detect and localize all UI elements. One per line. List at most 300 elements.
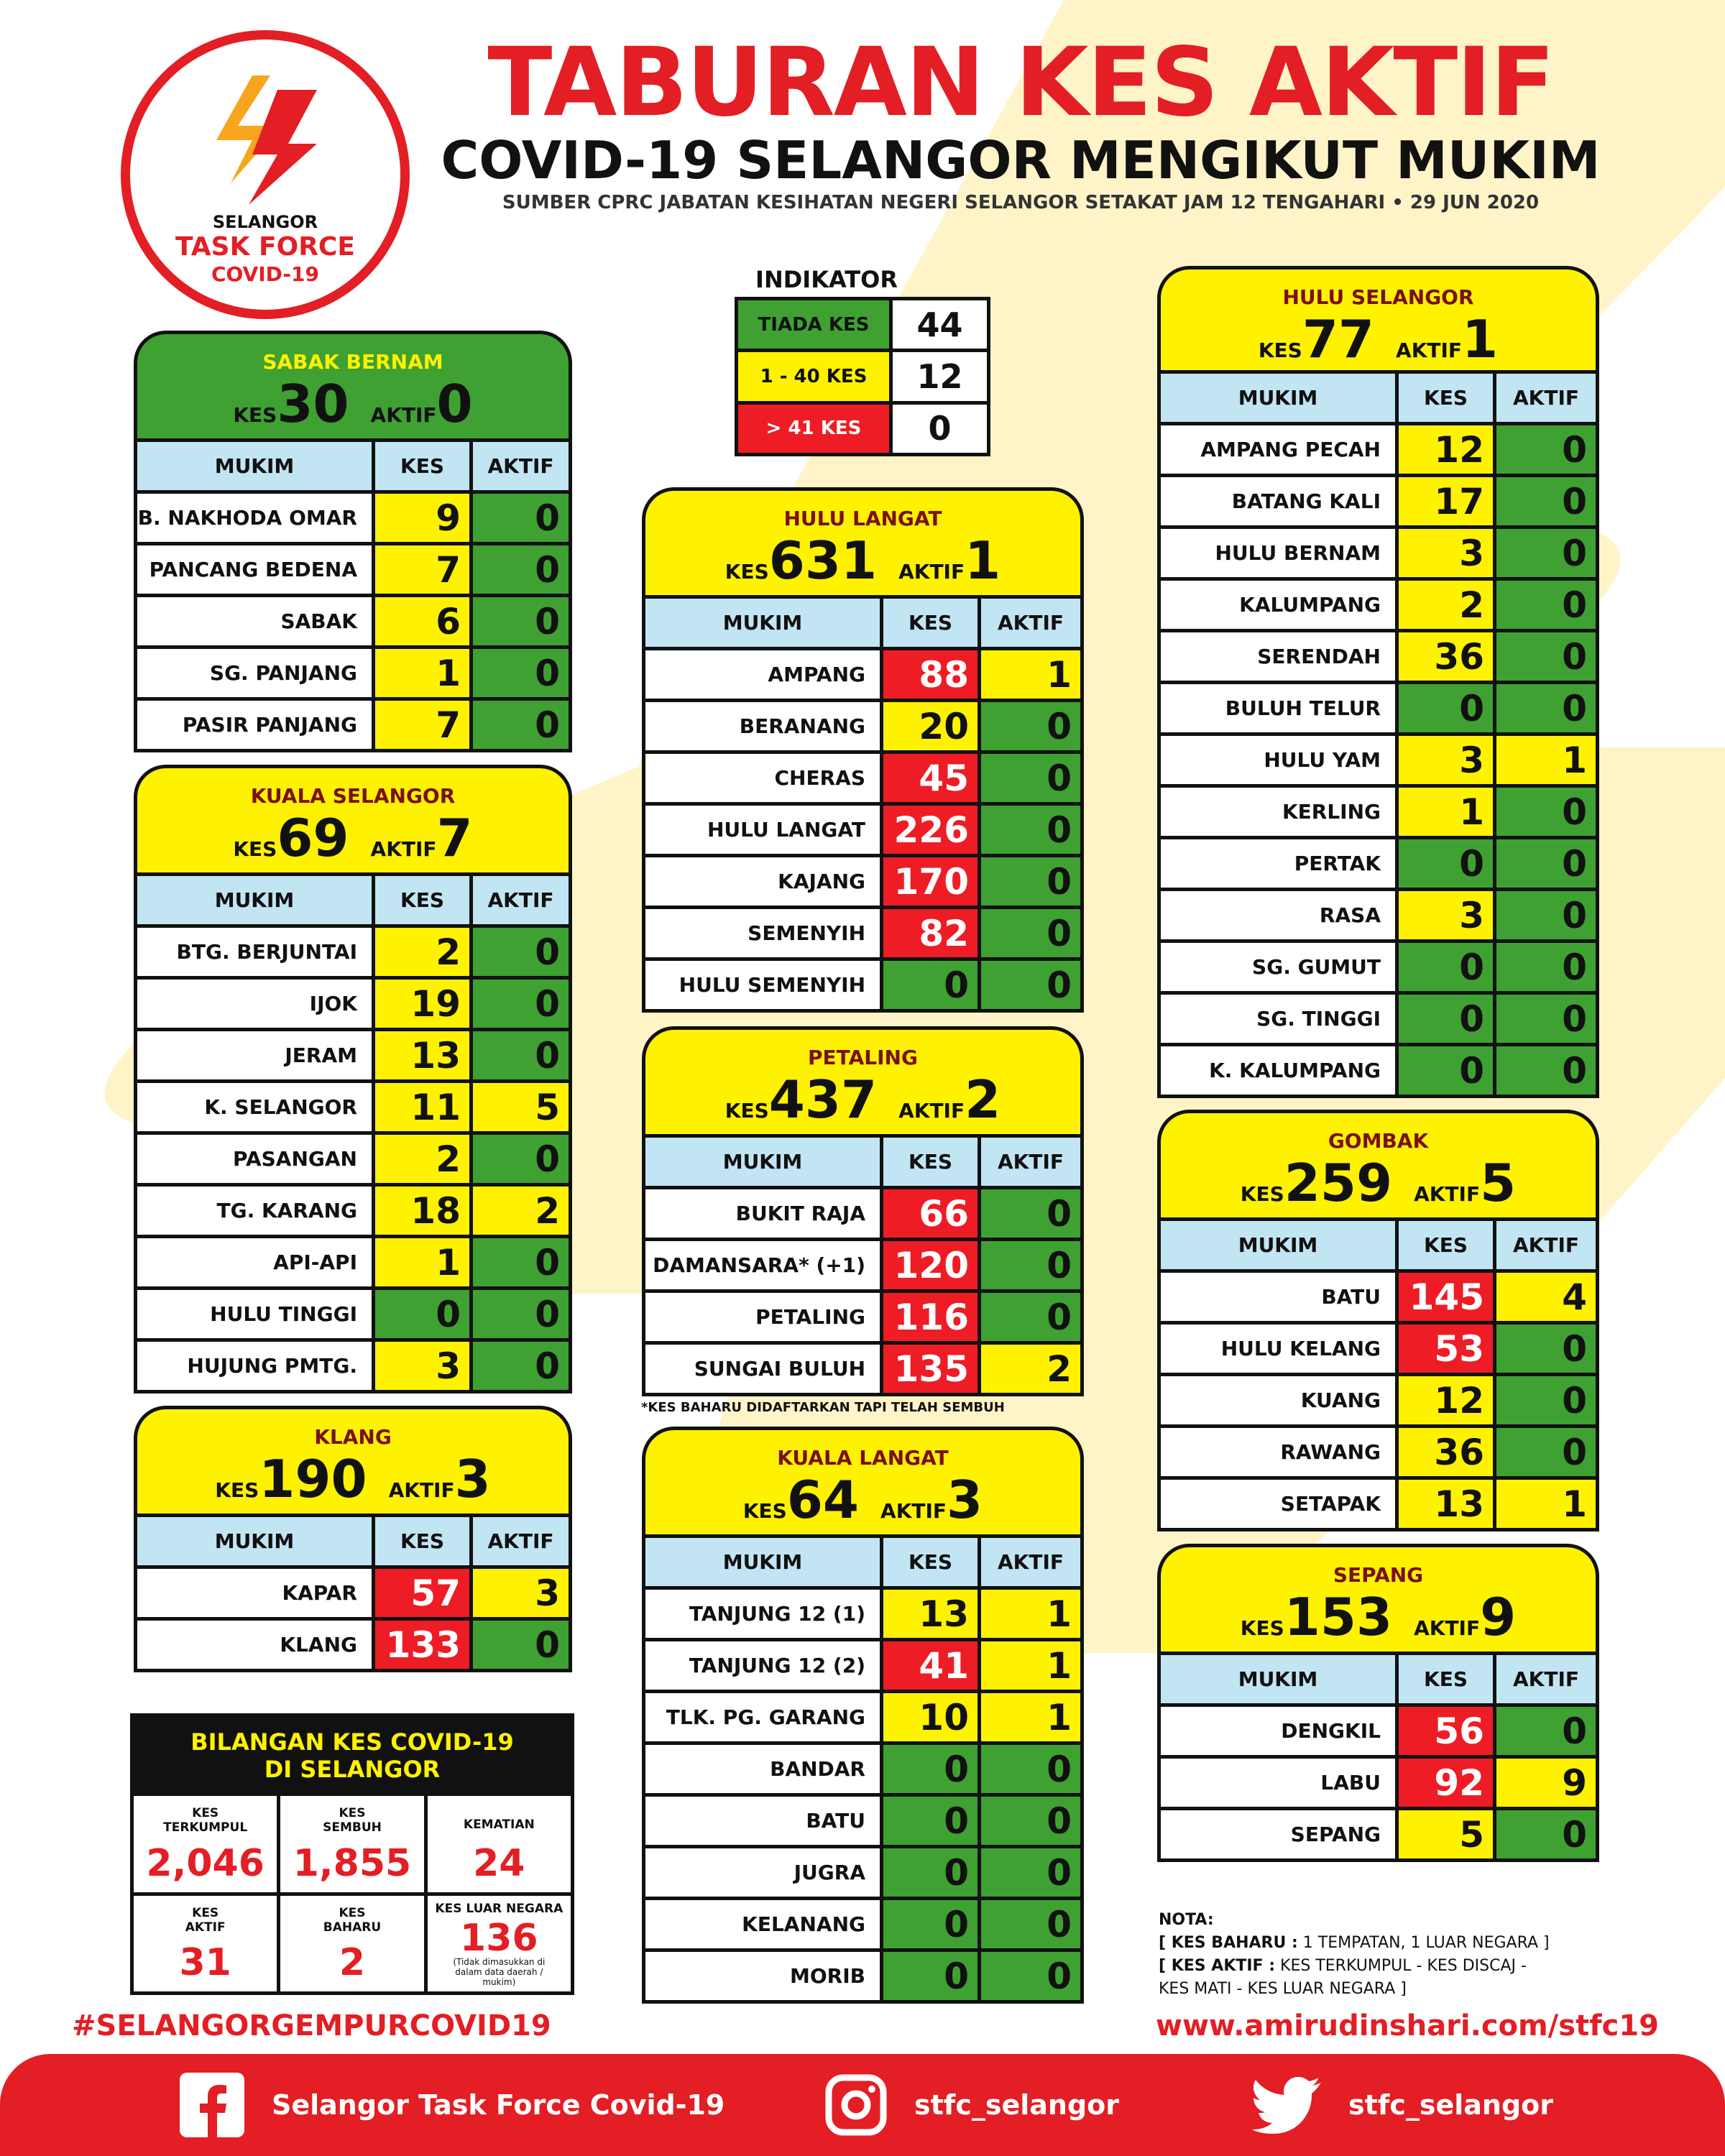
- column-header-aktif: AKTIF: [981, 599, 1080, 647]
- mukim-kes-value: 2: [375, 1135, 469, 1183]
- stat-label-1: KES: [339, 1806, 366, 1820]
- mukim-kes-value: 1: [375, 1238, 469, 1286]
- stat-kematian: [428, 1796, 571, 1892]
- mukim-aktif-value: 0: [1496, 425, 1596, 474]
- stat-value: 2,046: [146, 1841, 264, 1885]
- mukim-kes-value: 0: [883, 1900, 978, 1948]
- indikator-label-yellow: 1 - 40 KES: [738, 352, 889, 400]
- mukim-aktif-value: 0: [981, 1745, 1080, 1793]
- mukim-aktif-value: 0: [981, 754, 1080, 802]
- stat-label: [134, 1896, 277, 1935]
- district-header: [642, 1427, 1084, 1534]
- mukim-name: KERLING: [1161, 788, 1395, 836]
- district-name: KLANG: [314, 1425, 392, 1449]
- mukim-kes-value: 145: [1399, 1273, 1493, 1321]
- mukim-kes-value: 3: [1399, 891, 1493, 939]
- district-panel-sepang: [1157, 1544, 1599, 1862]
- nota-title: NOTA:: [1159, 1911, 1214, 1929]
- district-aktif-total: 3: [947, 1470, 983, 1530]
- mukim-name: SEPANG: [1161, 1810, 1395, 1858]
- mukim-kes-value: 36: [1399, 1428, 1493, 1476]
- mukim-aktif-value: 0: [473, 701, 569, 749]
- logo-line-1: SELANGOR: [212, 212, 318, 232]
- mukim-kes-value: 13: [883, 1590, 978, 1638]
- mukim-kes-value: 57: [375, 1569, 469, 1617]
- mukim-aktif-value: 0: [473, 928, 569, 976]
- mukim-name: TANJUNG 12 (2): [645, 1641, 880, 1690]
- mukim-aktif-value: 0: [473, 1290, 569, 1338]
- mukim-name: KELANANG: [645, 1900, 880, 1948]
- nota: [1159, 1909, 1604, 2001]
- stat-label-1: KES: [339, 1905, 366, 1920]
- column-header-aktif: AKTIF: [1496, 1221, 1596, 1269]
- column-header-aktif: AKTIF: [981, 1538, 1080, 1586]
- district-header: [1157, 1544, 1599, 1651]
- indikator-value-green: 44: [893, 300, 987, 349]
- mukim-kes-value: 116: [883, 1293, 978, 1341]
- district-kes-total: 631: [768, 530, 878, 591]
- mukim-aktif-value: 0: [981, 806, 1080, 854]
- mukim-kes-value: 0: [1399, 995, 1493, 1043]
- kes-label: KES: [724, 1099, 769, 1123]
- mukim-kes-value: 12: [1399, 1376, 1493, 1424]
- district-kes-total: 77: [1302, 309, 1375, 369]
- mukim-aktif-value: 0: [981, 909, 1080, 957]
- social-footer: [0, 2054, 1725, 2156]
- aktif-label: AKTIF: [370, 403, 437, 427]
- district-totals: [1161, 1153, 1596, 1213]
- mukim-aktif-value: 0: [1496, 1376, 1596, 1424]
- lightning-logo-icon: [209, 75, 324, 205]
- mukim-kes-value: 17: [1399, 477, 1493, 525]
- mukim-aktif-value: 0: [473, 1135, 569, 1183]
- mukim-kes-value: 0: [883, 1848, 978, 1897]
- mukim-aktif-value: 0: [473, 597, 569, 645]
- district-table: [1157, 370, 1599, 1098]
- kes-label: KES: [233, 837, 277, 861]
- mukim-kes-value: 88: [883, 650, 978, 699]
- source-line: SUMBER CPRC JABATAN KESIHATAN NEGERI SELANGOR SETAKAT JAM 12 TENGAHARI • 29 JUN 2020: [502, 192, 1540, 213]
- district-aktif-total: 9: [1480, 1587, 1517, 1647]
- district-aktif-total: 1: [965, 530, 1001, 591]
- column-header-mukim: MUKIM: [137, 442, 372, 490]
- district-header: [134, 1406, 572, 1514]
- indikator-label-green: TIADA KES: [738, 300, 889, 349]
- mukim-name: TLK. PG. GARANG: [645, 1693, 880, 1741]
- district-header: [642, 487, 1084, 595]
- column-header-kes: KES: [1399, 1221, 1493, 1269]
- mukim-name: JUGRA: [645, 1848, 880, 1897]
- mukim-name: BATANG KALI: [1161, 477, 1395, 525]
- mukim-name: SEMENYIH: [645, 909, 880, 957]
- district-kes-total: 437: [768, 1069, 878, 1130]
- mukim-name: CHERAS: [645, 754, 880, 802]
- district-table: [1157, 1217, 1599, 1531]
- mukim-name: AMPANG PECAH: [1161, 425, 1395, 474]
- mukim-kes-value: 41: [883, 1641, 978, 1690]
- column-header-kes: KES: [883, 599, 978, 647]
- mukim-name: BERANANG: [645, 702, 880, 750]
- district-panel-petaling: [642, 1026, 1084, 1396]
- indikator-label-red: > 41 KES: [738, 405, 889, 453]
- mukim-aktif-value: 0: [1496, 684, 1596, 732]
- mukim-name: LABU: [1161, 1759, 1395, 1807]
- mukim-aktif-value: 0: [1496, 581, 1596, 629]
- district-header: [134, 331, 572, 438]
- logo-line-2: TASK FORCE: [175, 232, 355, 262]
- mukim-kes-value: 36: [1399, 632, 1493, 681]
- mukim-aktif-value: 0: [981, 1241, 1080, 1289]
- mukim-kes-value: 18: [375, 1187, 469, 1235]
- mukim-kes-value: 0: [1399, 943, 1493, 991]
- mukim-name: MORIB: [645, 1952, 880, 2000]
- nota-line-2: [1159, 1955, 1604, 1978]
- mukim-name: TANJUNG 12 (1): [645, 1590, 880, 1638]
- mukim-kes-value: 19: [375, 980, 469, 1028]
- district-table: [1157, 1651, 1599, 1862]
- mukim-aktif-value: 1: [1496, 736, 1596, 784]
- mukim-aktif-value: 1: [1496, 1480, 1596, 1528]
- aktif-label: AKTIF: [370, 837, 437, 861]
- stat-kes-luar-negara: [428, 1896, 571, 1992]
- mukim-kes-value: 3: [1399, 736, 1493, 784]
- mukim-name: AMPANG: [645, 650, 880, 699]
- mukim-aktif-value: 0: [981, 1189, 1080, 1238]
- mukim-name: K. SELANGOR: [137, 1083, 372, 1131]
- mukim-kes-value: 3: [1399, 529, 1493, 577]
- kes-label: KES: [215, 1478, 259, 1502]
- nota-line-1-text: 1 TEMPATAN, 1 LUAR NEGARA ]: [1297, 1934, 1550, 1952]
- mukim-aktif-value: 4: [1496, 1273, 1596, 1321]
- mukim-name: KALUMPANG: [1161, 581, 1395, 629]
- mukim-kes-value: 120: [883, 1241, 978, 1289]
- column-header-kes: KES: [1399, 1655, 1493, 1703]
- mukim-aktif-value: 1: [981, 650, 1080, 699]
- stats-title: [134, 1717, 571, 1796]
- mukim-name: PASANGAN: [137, 1135, 372, 1183]
- facebook-label: Selangor Task Force Covid-19: [272, 2089, 725, 2121]
- kes-label: KES: [1240, 1182, 1284, 1206]
- kes-label: KES: [742, 1499, 787, 1523]
- mukim-aktif-value: 0: [981, 1293, 1080, 1341]
- district-kes-total: 64: [786, 1470, 860, 1530]
- indikator-legend: [735, 297, 990, 456]
- stats-title-line-2: DI SELANGOR: [264, 1756, 441, 1783]
- mukim-kes-value: 5: [1399, 1810, 1493, 1858]
- column-header-mukim: MUKIM: [645, 1538, 880, 1586]
- district-name: HULU LANGAT: [783, 507, 942, 530]
- column-header-aktif: AKTIF: [1496, 1655, 1596, 1703]
- kes-label: KES: [1258, 338, 1302, 362]
- stat-kes-aktif: [134, 1896, 277, 1992]
- district-table: [134, 872, 572, 1393]
- stat-value: 31: [179, 1941, 231, 1984]
- district-kes-total: 190: [259, 1449, 367, 1509]
- district-kes-total: 153: [1284, 1587, 1393, 1647]
- mukim-name: BUKIT RAJA: [645, 1189, 880, 1238]
- mukim-name: PETALING: [645, 1293, 880, 1341]
- mukim-aktif-value: 1: [981, 1641, 1080, 1690]
- district-aktif-total: 5: [1480, 1153, 1517, 1213]
- mukim-name: TG. KARANG: [137, 1187, 372, 1235]
- district-name: HULU SELANGOR: [1282, 285, 1474, 309]
- mukim-name: HULU TINGGI: [137, 1290, 372, 1338]
- mukim-aktif-value: 0: [1496, 1046, 1596, 1095]
- instagram-link[interactable]: [825, 2054, 1119, 2156]
- column-header-aktif: AKTIF: [473, 442, 569, 490]
- mukim-name: SG. TINGGI: [1161, 995, 1395, 1043]
- district-panel-kuala-langat: [642, 1427, 1084, 2004]
- stat-value: 2: [339, 1941, 366, 1984]
- district-panel-hulu-selangor: [1157, 266, 1599, 1098]
- district-panel-hulu-langat: [642, 487, 1084, 1013]
- mukim-kes-value: 13: [375, 1031, 469, 1079]
- district-name: SEPANG: [1333, 1563, 1424, 1587]
- district-table: [134, 438, 572, 752]
- mukim-name: SG. GUMUT: [1161, 943, 1395, 991]
- mukim-aktif-value: 5: [473, 1083, 569, 1131]
- mukim-kes-value: 1: [1399, 788, 1493, 836]
- page-subtitle: COVID-19 SELANGOR MENGIKUT MUKIM: [441, 130, 1601, 190]
- column-header-kes: KES: [883, 1538, 978, 1586]
- mukim-name: API-API: [137, 1238, 372, 1286]
- mukim-aktif-value: 0: [1496, 632, 1596, 681]
- website-link[interactable]: www.amirudinshari.com/stfc19: [1156, 2009, 1659, 2042]
- stat-kes-sembuh: [280, 1796, 423, 1892]
- mukim-name: RAWANG: [1161, 1428, 1395, 1476]
- mukim-aktif-value: 0: [1496, 1810, 1596, 1858]
- stat-label-1: KEMATIAN: [463, 1818, 535, 1832]
- mukim-kes-value: 135: [883, 1345, 978, 1393]
- stat-label-2: BAHARU: [323, 1920, 382, 1935]
- mukim-kes-value: 66: [883, 1189, 978, 1238]
- stat-note: (Tidak dimasukkan di dalam data daerah / mukim): [453, 1957, 546, 1987]
- district-panel-sabak-bernam: [134, 331, 572, 752]
- mukim-name: PANCANG BEDENA: [137, 545, 372, 594]
- district-kes-total: 30: [277, 374, 349, 434]
- mukim-kes-value: 0: [883, 1952, 978, 2000]
- mukim-name: B. NAKHODA OMAR: [137, 494, 372, 542]
- district-totals: [137, 374, 569, 434]
- mukim-kes-value: 7: [375, 701, 469, 749]
- mukim-kes-value: 0: [883, 1745, 978, 1793]
- mukim-aktif-value: 0: [1496, 788, 1596, 836]
- mukim-aktif-value: 9: [1496, 1759, 1596, 1807]
- mukim-name: BANDAR: [645, 1745, 880, 1793]
- kes-label: KES: [233, 403, 277, 427]
- column-header-aktif: AKTIF: [1496, 374, 1596, 422]
- aktif-label: AKTIF: [1396, 338, 1463, 362]
- district-table: [134, 1514, 572, 1672]
- stat-value: 24: [473, 1841, 525, 1885]
- mukim-name: SETAPAK: [1161, 1480, 1395, 1528]
- mukim-name: PASIR PANJANG: [137, 701, 372, 749]
- mukim-aktif-value: 0: [1496, 839, 1596, 888]
- mukim-name: HULU SEMENYIH: [645, 961, 880, 1009]
- mukim-name: IJOK: [137, 980, 372, 1028]
- mukim-name: SUNGAI BULUH: [645, 1345, 880, 1393]
- mukim-aktif-value: 2: [981, 1345, 1080, 1393]
- column-header-mukim: MUKIM: [645, 599, 880, 647]
- mukim-aktif-value: 2: [473, 1187, 569, 1235]
- mukim-kes-value: 0: [1399, 839, 1493, 888]
- stfc-logo: [121, 30, 410, 319]
- column-header-aktif: AKTIF: [473, 876, 569, 924]
- district-name: GOMBAK: [1328, 1129, 1429, 1153]
- mukim-aktif-value: 0: [1496, 943, 1596, 991]
- district-totals: [645, 530, 1080, 591]
- mukim-aktif-value: 0: [981, 1900, 1080, 1948]
- page-title: TABURAN KES AKTIF: [487, 27, 1554, 138]
- mukim-kes-value: 82: [883, 909, 978, 957]
- district-totals: [1161, 309, 1596, 369]
- stats-title-line-1: BILANGAN KES COVID-19: [190, 1728, 514, 1756]
- mukim-aktif-value: 1: [981, 1693, 1080, 1741]
- district-totals: [1161, 1587, 1596, 1647]
- mukim-kes-value: 133: [375, 1621, 469, 1669]
- mukim-aktif-value: 0: [1496, 995, 1596, 1043]
- stat-label-2: AKTIF: [185, 1920, 226, 1935]
- facebook-icon: [180, 2073, 244, 2137]
- mukim-name: BTG. BERJUNTAI: [137, 928, 372, 976]
- district-name: KUALA SELANGOR: [250, 784, 456, 808]
- mukim-aktif-value: 0: [473, 494, 569, 542]
- district-aktif-total: 2: [965, 1069, 1001, 1130]
- district-totals: [137, 1449, 569, 1509]
- stat-label-2: SEMBUH: [323, 1820, 382, 1835]
- mukim-kes-value: 11: [375, 1083, 469, 1131]
- column-header-kes: KES: [375, 1517, 469, 1565]
- mukim-kes-value: 53: [1399, 1325, 1493, 1373]
- mukim-kes-value: 0: [1399, 684, 1493, 732]
- mukim-name: BATU: [1161, 1273, 1395, 1321]
- nota-line-1: [1159, 1932, 1604, 1955]
- mukim-kes-value: 1: [375, 649, 469, 697]
- mukim-kes-value: 0: [883, 961, 978, 1009]
- mukim-aktif-value: 0: [1496, 1428, 1596, 1476]
- mukim-name: KUANG: [1161, 1376, 1395, 1424]
- aktif-label: AKTIF: [898, 560, 965, 584]
- footnote: *KES BAHARU DIDAFTARKAN TAPI TELAH SEMBUH: [641, 1400, 1005, 1415]
- aktif-label: AKTIF: [1414, 1616, 1481, 1640]
- mukim-name: HUJUNG PMTG.: [137, 1342, 372, 1390]
- district-name: PETALING: [808, 1046, 918, 1069]
- mukim-name: JERAM: [137, 1031, 372, 1079]
- district-totals: [137, 808, 569, 868]
- mukim-aktif-value: 0: [981, 1952, 1080, 2000]
- aktif-label: AKTIF: [388, 1478, 455, 1502]
- mukim-kes-value: 9: [375, 494, 469, 542]
- mukim-kes-value: 20: [883, 702, 978, 750]
- stat-kes-baharu: [280, 1896, 423, 1992]
- twitter-link[interactable]: [1252, 2054, 1553, 2156]
- mukim-aktif-value: 0: [981, 961, 1080, 1009]
- stats-box: [130, 1713, 574, 1995]
- stat-label: [428, 1796, 571, 1832]
- column-header-kes: KES: [375, 442, 469, 490]
- stat-label: [280, 1796, 423, 1835]
- stat-label-1: KES LUAR NEGARA: [435, 1901, 564, 1916]
- district-name: KUALA LANGAT: [777, 1446, 949, 1470]
- twitter-icon: [1252, 2076, 1321, 2134]
- mukim-kes-value: 0: [375, 1290, 469, 1338]
- stat-label-2: TERKUMPUL: [163, 1820, 248, 1835]
- column-header-aktif: AKTIF: [473, 1517, 569, 1565]
- mukim-name: KAJANG: [645, 857, 880, 906]
- mukim-kes-value: 45: [883, 754, 978, 802]
- mukim-aktif-value: 0: [473, 1031, 569, 1079]
- mukim-aktif-value: 0: [981, 857, 1080, 906]
- mukim-aktif-value: 0: [473, 980, 569, 1028]
- stat-value: 136: [460, 1917, 538, 1960]
- mukim-kes-value: 170: [883, 857, 978, 906]
- hashtag: #SELANGORGEMPURCOVID19: [72, 2009, 551, 2042]
- stat-label-1: KES: [192, 1905, 219, 1920]
- district-aktif-total: 0: [436, 374, 473, 434]
- mukim-aktif-value: 0: [1496, 1707, 1596, 1755]
- district-panel-gombak: [1157, 1110, 1599, 1531]
- district-aktif-total: 1: [1462, 309, 1499, 369]
- mukim-kes-value: 6: [375, 597, 469, 645]
- facebook-link[interactable]: [180, 2054, 724, 2156]
- mukim-kes-value: 13: [1399, 1480, 1493, 1528]
- mukim-kes-value: 56: [1399, 1707, 1493, 1755]
- mukim-name: SABAK: [137, 597, 372, 645]
- district-table: [642, 1134, 1084, 1396]
- nota-line-2-text: KES TERKUMPUL - KES DISCAJ -: [1275, 1957, 1527, 1975]
- district-kes-total: 69: [277, 808, 349, 868]
- instagram-label: stfc_selangor: [914, 2089, 1119, 2121]
- mukim-aktif-value: 0: [1496, 1325, 1596, 1373]
- column-header-kes: KES: [1399, 374, 1493, 422]
- logo-line-3: COVID-19: [211, 262, 320, 286]
- mukim-name: BULUH TELUR: [1161, 684, 1395, 732]
- nota-line-3: KES MATI - KES LUAR NEGARA ]: [1159, 1980, 1407, 1998]
- mukim-kes-value: 3: [375, 1342, 469, 1390]
- mukim-kes-value: 7: [375, 545, 469, 594]
- column-header-aktif: AKTIF: [981, 1138, 1080, 1186]
- district-totals: [645, 1470, 1080, 1530]
- district-name: SABAK BERNAM: [262, 350, 443, 374]
- district-panel-kuala-selangor: [134, 765, 572, 1393]
- column-header-mukim: MUKIM: [1161, 1655, 1395, 1703]
- district-header: [642, 1026, 1084, 1134]
- mukim-name: RASA: [1161, 891, 1395, 939]
- column-header-mukim: MUKIM: [1161, 374, 1395, 422]
- mukim-kes-value: 12: [1399, 425, 1493, 474]
- district-table: [642, 595, 1084, 1013]
- stat-kes-terkumpul: [134, 1796, 277, 1892]
- stat-label: [428, 1896, 571, 1916]
- column-header-mukim: MUKIM: [645, 1138, 880, 1186]
- mukim-kes-value: 2: [375, 928, 469, 976]
- column-header-mukim: MUKIM: [137, 1517, 372, 1565]
- column-header-kes: KES: [375, 876, 469, 924]
- mukim-aktif-value: 0: [473, 1238, 569, 1286]
- aktif-label: AKTIF: [1414, 1182, 1481, 1206]
- column-header-mukim: MUKIM: [1161, 1221, 1395, 1269]
- mukim-name: HULU BERNAM: [1161, 529, 1395, 577]
- column-header-kes: KES: [883, 1138, 978, 1186]
- mukim-name: SERENDAH: [1161, 632, 1395, 681]
- district-aktif-total: 7: [436, 808, 473, 868]
- aktif-label: AKTIF: [898, 1099, 965, 1123]
- mukim-name: SG. PANJANG: [137, 649, 372, 697]
- mukim-aktif-value: 0: [1496, 891, 1596, 939]
- twitter-label: stfc_selangor: [1348, 2089, 1553, 2121]
- indikator-value-yellow: 12: [893, 352, 987, 400]
- mukim-name: HULU LANGAT: [645, 806, 880, 854]
